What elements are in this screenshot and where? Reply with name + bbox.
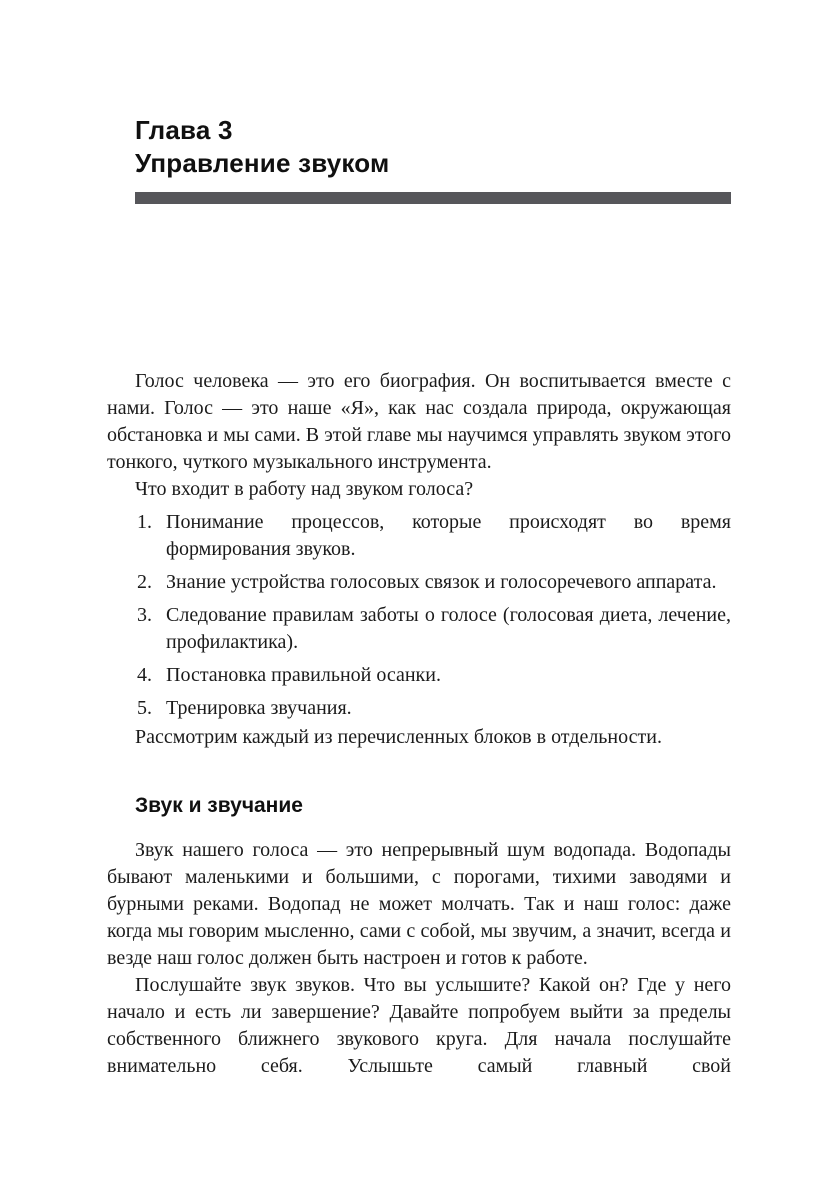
- list-item-text: Понимание процессов, которые происходят во время формирования звуков.: [166, 511, 731, 560]
- list-item: [107, 569, 731, 596]
- question-paragraph: Что входит в работу над звуком голоса?: [135, 478, 474, 500]
- list-number: 2.: [137, 571, 152, 593]
- body-text: [107, 368, 731, 1080]
- section-heading: Звук и звучание: [135, 794, 303, 817]
- list-item-text: Следование правилам заботы о голосе (голосовая диета, лечение, профилактика).: [166, 604, 731, 653]
- listen-paragraph: Послушайте звук звуков. Что вы услышите? Какой он? Где у него начало и есть ли завершение? Давайте попробуем выйти за пределы собственного ближнего звукового круга. Для начала послушайте внимательно себя. Услышьте самый главный свой: [107, 974, 731, 1077]
- list-item: [107, 695, 731, 722]
- intro-paragraph: Голос человека — это его биография. Он воспитывается вместе с нами. Голос — это наше «Я», как нас создала природа, окружающая обстановка и мы сами. В этой главе мы научимся управлять звуком этого тонкого, чуткого музыкального инструмента.: [107, 370, 731, 473]
- list-number: 5.: [137, 697, 152, 719]
- chapter-label: Глава 3: [135, 115, 233, 145]
- list-number: 4.: [137, 664, 152, 686]
- text-column: [107, 0, 731, 1080]
- list-item-text: Знание устройства голосовых связок и голосоречевого аппарата.: [166, 571, 717, 593]
- chapter-rule: [135, 192, 731, 204]
- after-list-paragraph: Рассмотрим каждый из перечисленных блоков в отдельности.: [135, 726, 662, 748]
- list-item: [107, 662, 731, 689]
- list-item: [107, 509, 731, 563]
- list-number: 1.: [137, 511, 152, 533]
- list-number: 3.: [137, 604, 152, 626]
- list-item-text: Тренировка звучания.: [166, 697, 352, 719]
- numbered-list: [107, 509, 731, 722]
- list-item: [107, 602, 731, 656]
- sound-paragraph: Звук нашего голоса — это непрерывный шум водопада. Водопады бывают маленькими и большими, с порогами, тихими заводями и бурными реками. Водопад не может молчать. Так и наш голос: даже когда мы говорим мысленно, сами с собой, мы звучим, а значит, всегда и везде наш голос должен быть настроен и готов к работе.: [107, 839, 731, 969]
- chapter-header: [135, 0, 731, 204]
- list-item-text: Постановка правильной осанки.: [166, 664, 441, 686]
- chapter-title-block: [135, 114, 731, 180]
- chapter-title: Управление звуком: [135, 148, 390, 178]
